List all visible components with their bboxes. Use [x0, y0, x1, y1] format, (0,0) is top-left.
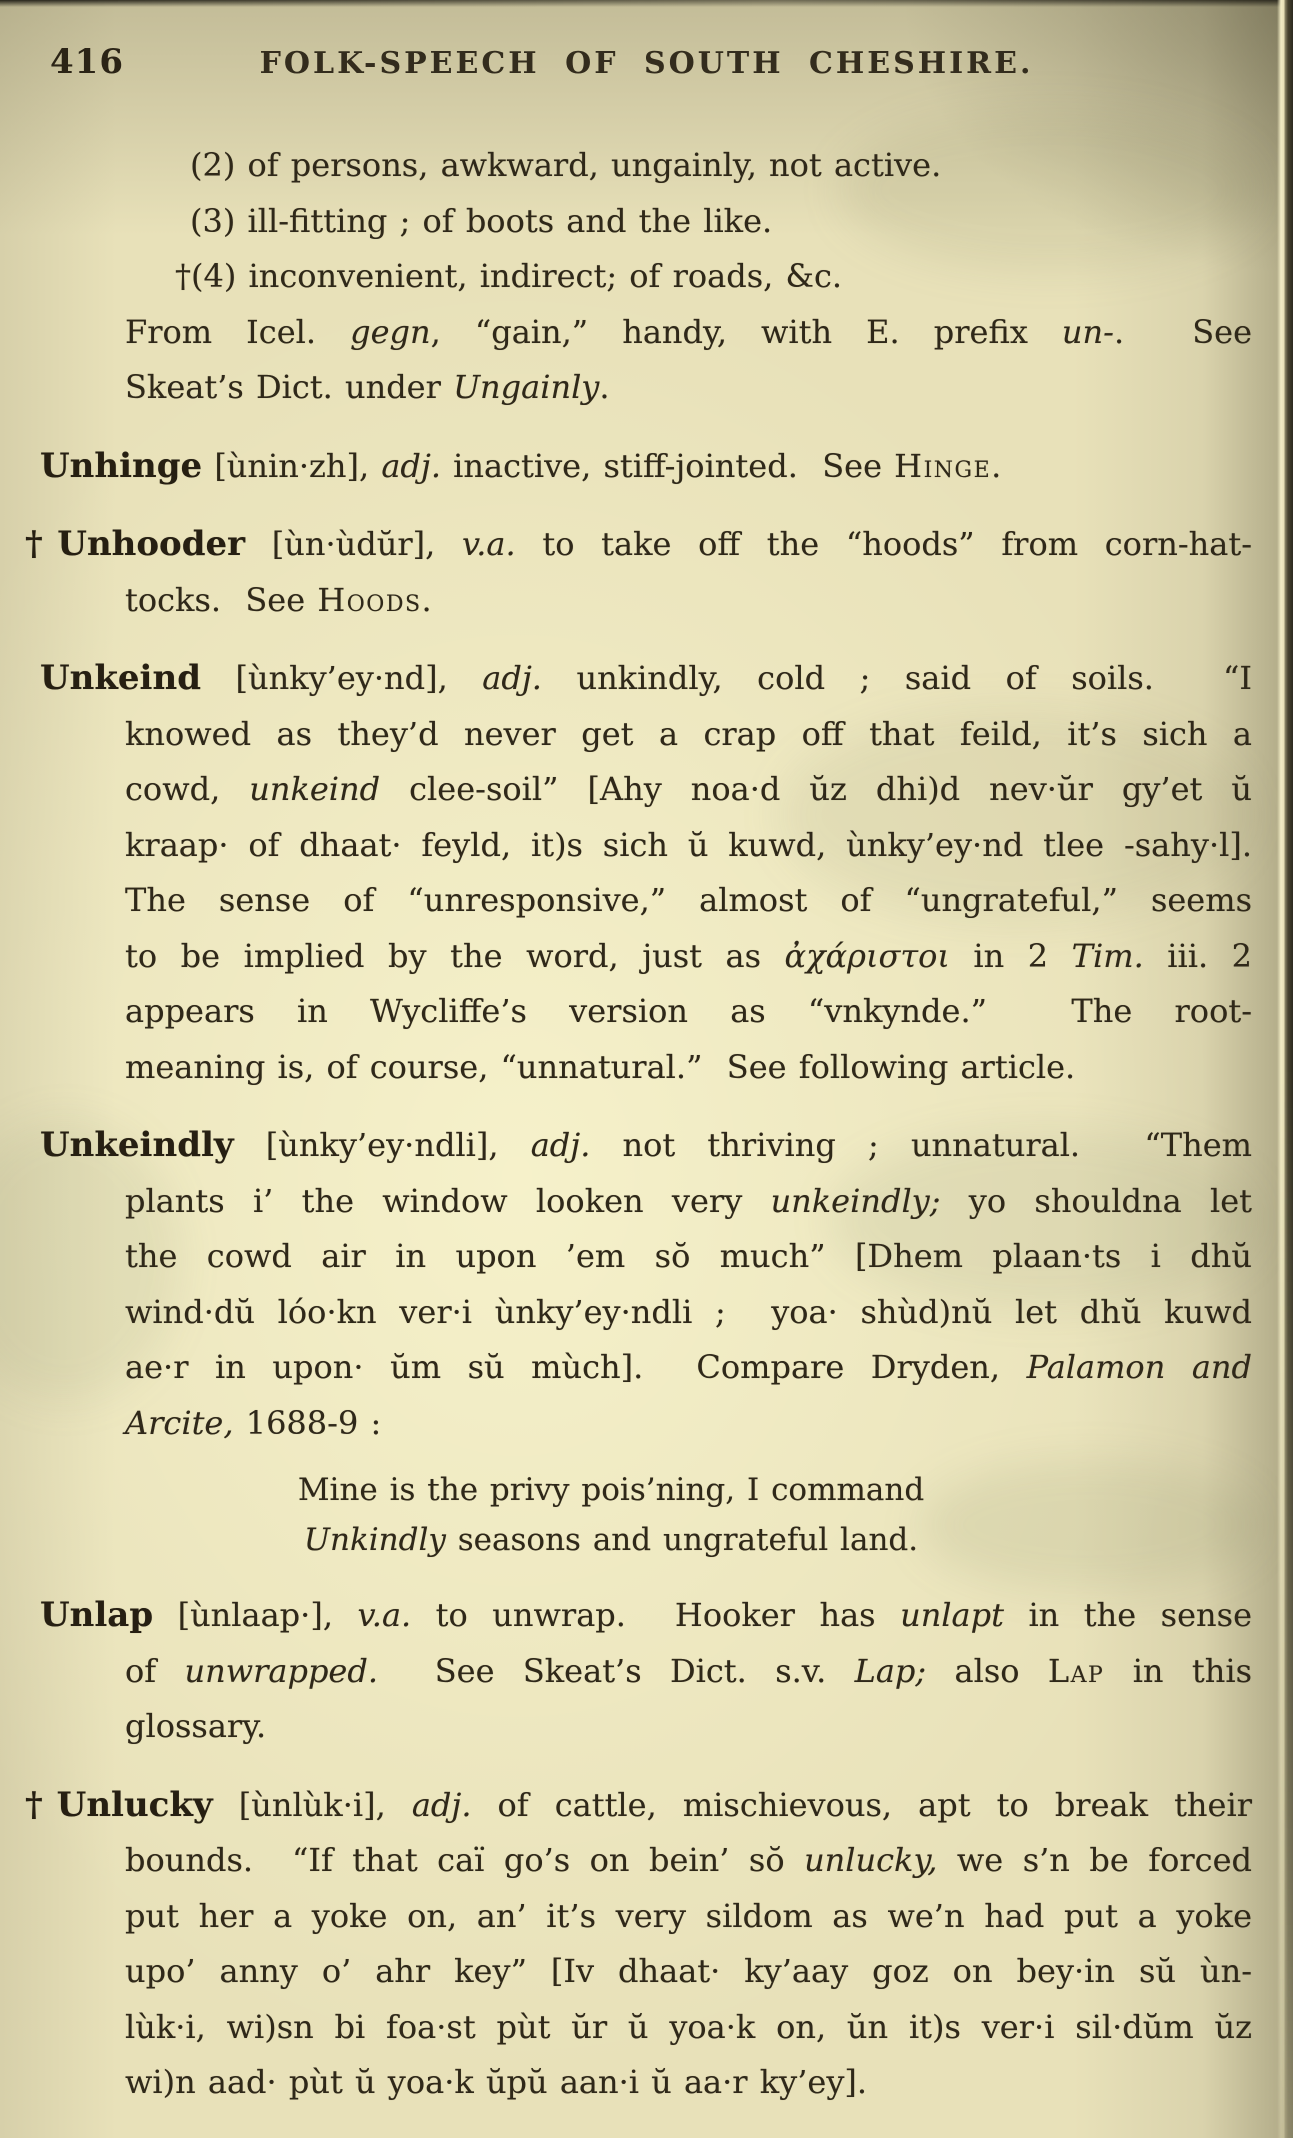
- italic-run: v.a.: [357, 1596, 412, 1634]
- entry-unlucky: [25, 1778, 1253, 1834]
- text-run: [ùnky’ey·ndli],: [233, 1126, 531, 1164]
- dictionary-line: [40, 707, 1252, 763]
- dictionary-text: [25, 138, 1253, 2111]
- text-run: bounds. “If that caï go’s on bein’ sŏ: [125, 1841, 805, 1879]
- dictionary-line: [40, 762, 1252, 818]
- text-run: Mine is the privy pois’ning, I command: [297, 1472, 925, 1508]
- greek-run: ἀχάριστοι: [784, 936, 950, 975]
- text-run: in this: [1104, 1651, 1253, 1690]
- italic-run: unkeind: [249, 770, 381, 808]
- verse-quote: [40, 1515, 1252, 1565]
- dictionary-line: [40, 929, 1252, 985]
- running-title: FOLK-SPEECH OF SOUTH CHESHIRE.: [259, 46, 1034, 81]
- dictionary-line: [40, 1229, 1252, 1285]
- dictionary-line: [40, 1396, 1252, 1452]
- text-run: [ùn·ùdŭr],: [245, 525, 462, 563]
- text-run: kraap· of dhaat· feyld, it)s sich ŭ kuwd, ùnky’ey·nd tlee -sahy·l].: [125, 825, 1252, 864]
- headword: Unkeind: [40, 658, 201, 698]
- text-run: (3) ill-fitting ; of boots and the like.: [190, 201, 773, 240]
- text-run: wind·dŭ lóo·kn ver·i ùnky’ey·ndli ; yoa· shùd)nŭ let dhŭ kuwd: [125, 1292, 1252, 1331]
- text-run: meaning is, of course, “unnatural.” See following article.: [125, 1047, 1076, 1086]
- dictionary-line: [40, 573, 1252, 629]
- text-run: inactive, stiff-jointed. See: [440, 446, 895, 485]
- headword: †Unhooder: [25, 524, 246, 564]
- headword: Unlap: [40, 1595, 154, 1635]
- text-run: See Skeat’s Dict. s.v.: [378, 1651, 855, 1690]
- text-run: of cattle, mischievous, apt to break their: [471, 1785, 1253, 1824]
- text-run: plants i’ the window looken very: [125, 1181, 771, 1220]
- italic-run: adj.: [411, 1785, 472, 1824]
- text-run: to take off the “hoods” from corn-hat-: [515, 525, 1253, 563]
- italic-run: gegn: [350, 312, 431, 351]
- text-run: of: [125, 1651, 185, 1690]
- text-run: also: [926, 1651, 1048, 1690]
- text-run: clee-soil” [Ahy noa·d ŭz dhi)d nev·ŭr gy’et ŭ: [380, 770, 1253, 808]
- text-run: .: [421, 580, 432, 619]
- text-run: , “gain,” handy, with E. prefix: [430, 312, 1062, 351]
- dictionary-line: [40, 984, 1252, 1040]
- dictionary-line: [40, 1340, 1252, 1396]
- text-run: we s’n be forced: [937, 1841, 1253, 1879]
- dictionary-line: [40, 1833, 1252, 1889]
- italic-run: Ungainly: [453, 368, 600, 406]
- dictionary-line: [40, 194, 1252, 250]
- text-run: to be implied by the word, just as: [125, 936, 785, 975]
- text-run: [ùnin·zh],: [202, 446, 382, 485]
- text-run: not thriving ; unnatural. “Them: [590, 1126, 1253, 1164]
- text-run: †(4) inconvenient, indirect; of roads, &c.: [175, 257, 843, 295]
- italic-run: unlucky,: [804, 1841, 938, 1879]
- entry-unkeindly: [40, 1118, 1252, 1174]
- text-run: The sense of “unresponsive,” almost of “ungrateful,” seems: [125, 881, 1252, 919]
- scan-top-edge: [0, 0, 1293, 7]
- text-run: glossary.: [125, 1707, 267, 1745]
- headword: Unkeindly: [40, 1125, 234, 1165]
- dictionary-line: [40, 1040, 1252, 1096]
- text-run: appears in Wycliffe’s version as “vnkynde.” The root-: [125, 992, 1252, 1030]
- page-right-edge: [1277, 0, 1293, 2138]
- italic-run: adj.: [482, 659, 542, 697]
- text-run: (2) of persons, awkward, ungainly, not active.: [190, 146, 942, 184]
- text-run: From Icel.: [125, 312, 351, 351]
- dictionary-line: [40, 360, 1252, 416]
- entry-unhooder: [25, 517, 1253, 573]
- italic-run: unkeindly;: [770, 1181, 941, 1220]
- dictionary-line: [40, 1644, 1252, 1700]
- text-run: to unwrap. Hooker has: [411, 1596, 901, 1634]
- text-run: [ùnlaap·],: [153, 1596, 358, 1634]
- text-run: seasons and ungrateful land.: [445, 1522, 919, 1558]
- text-run: .: [599, 368, 610, 406]
- italic-run: unwrapped.: [184, 1651, 379, 1690]
- italic-run: adj.: [530, 1126, 591, 1164]
- text-run: unkindly, cold ; said of soils. “I: [541, 659, 1252, 697]
- italic-run: Unkindly: [303, 1522, 446, 1558]
- text-run: in 2: [949, 936, 1072, 975]
- dictionary-line: [40, 2055, 1252, 2111]
- text-run: cowd,: [125, 770, 250, 808]
- italic-run: unlapt: [900, 1596, 1004, 1634]
- italic-run: Lap;: [854, 1651, 927, 1690]
- text-run: . See: [1113, 312, 1253, 351]
- italic-run: v.a.: [461, 525, 516, 563]
- cross-reference: Hoods: [317, 580, 422, 619]
- text-run: put her a yoke on, an’ it’s very sildom as we’n had put a yoke: [125, 1896, 1252, 1935]
- dictionary-line: [40, 1944, 1252, 2000]
- entry-unkeind: [40, 651, 1252, 707]
- italic-run: Palamon and: [1026, 1348, 1253, 1386]
- dictionary-line: [40, 818, 1252, 874]
- headword: †Unlucky: [25, 1784, 213, 1825]
- text-run: tocks. See: [125, 580, 318, 619]
- text-run: in the sense: [1003, 1596, 1253, 1634]
- text-run: upo’ anny o’ ahr key” [Iv dhaat· ky’aay goz on bey·in sŭ ùn-: [125, 1952, 1252, 1990]
- page-number: 416: [50, 42, 124, 82]
- dictionary-line: [40, 1699, 1252, 1755]
- text-run: [ùnlùk·i],: [212, 1785, 412, 1824]
- cross-reference: Hinge: [894, 446, 992, 485]
- dictionary-line: [40, 138, 1252, 194]
- italic-run: un-: [1061, 312, 1114, 351]
- entry-unlap: [40, 1588, 1252, 1644]
- italic-run: adj.: [381, 446, 441, 485]
- dictionary-line: [40, 1174, 1252, 1230]
- text-run: the cowd air in upon ’em sŏ much” [Dhem plaan·ts i dhŭ: [125, 1237, 1252, 1275]
- dictionary-line: [40, 305, 1252, 361]
- text-run: ae·r in upon· ŭm sŭ mùch]. Compare Dryden,: [125, 1348, 1027, 1386]
- entry-unhinge: [40, 439, 1252, 495]
- text-run: yo shouldna let: [940, 1181, 1253, 1220]
- text-run: [ùnky’ey·nd],: [200, 659, 483, 697]
- verse-quote: [40, 1465, 1252, 1515]
- italic-run: Tim.: [1071, 936, 1144, 975]
- text-run: wi)n aad· pùt ŭ yoa·k ŭpŭ aan·i ŭ aa·r ky’ey].: [125, 2063, 868, 2101]
- text-run: knowed as they’d never get a crap off that feild, it’s sich a: [125, 714, 1252, 753]
- italic-run: Arcite,: [125, 1403, 234, 1442]
- text-run: .: [991, 446, 1002, 485]
- dictionary-line: [40, 249, 1252, 305]
- headword: Unhinge: [40, 445, 203, 486]
- text-run: iii. 2: [1143, 936, 1253, 975]
- text-run: lùk·i, wi)sn bi foa·st pùt ŭr ŭ yoa·k on, ŭn it)s ver·i sil·dŭm ŭz: [125, 2007, 1252, 2046]
- cross-reference: Lap: [1047, 1651, 1105, 1690]
- dictionary-line: [40, 1285, 1252, 1341]
- dictionary-line: [40, 873, 1252, 929]
- dictionary-line: [40, 2000, 1252, 2056]
- text-run: Skeat’s Dict. under: [125, 368, 454, 406]
- text-run: 1688-9 :: [233, 1403, 382, 1442]
- dictionary-line: [40, 1889, 1252, 1945]
